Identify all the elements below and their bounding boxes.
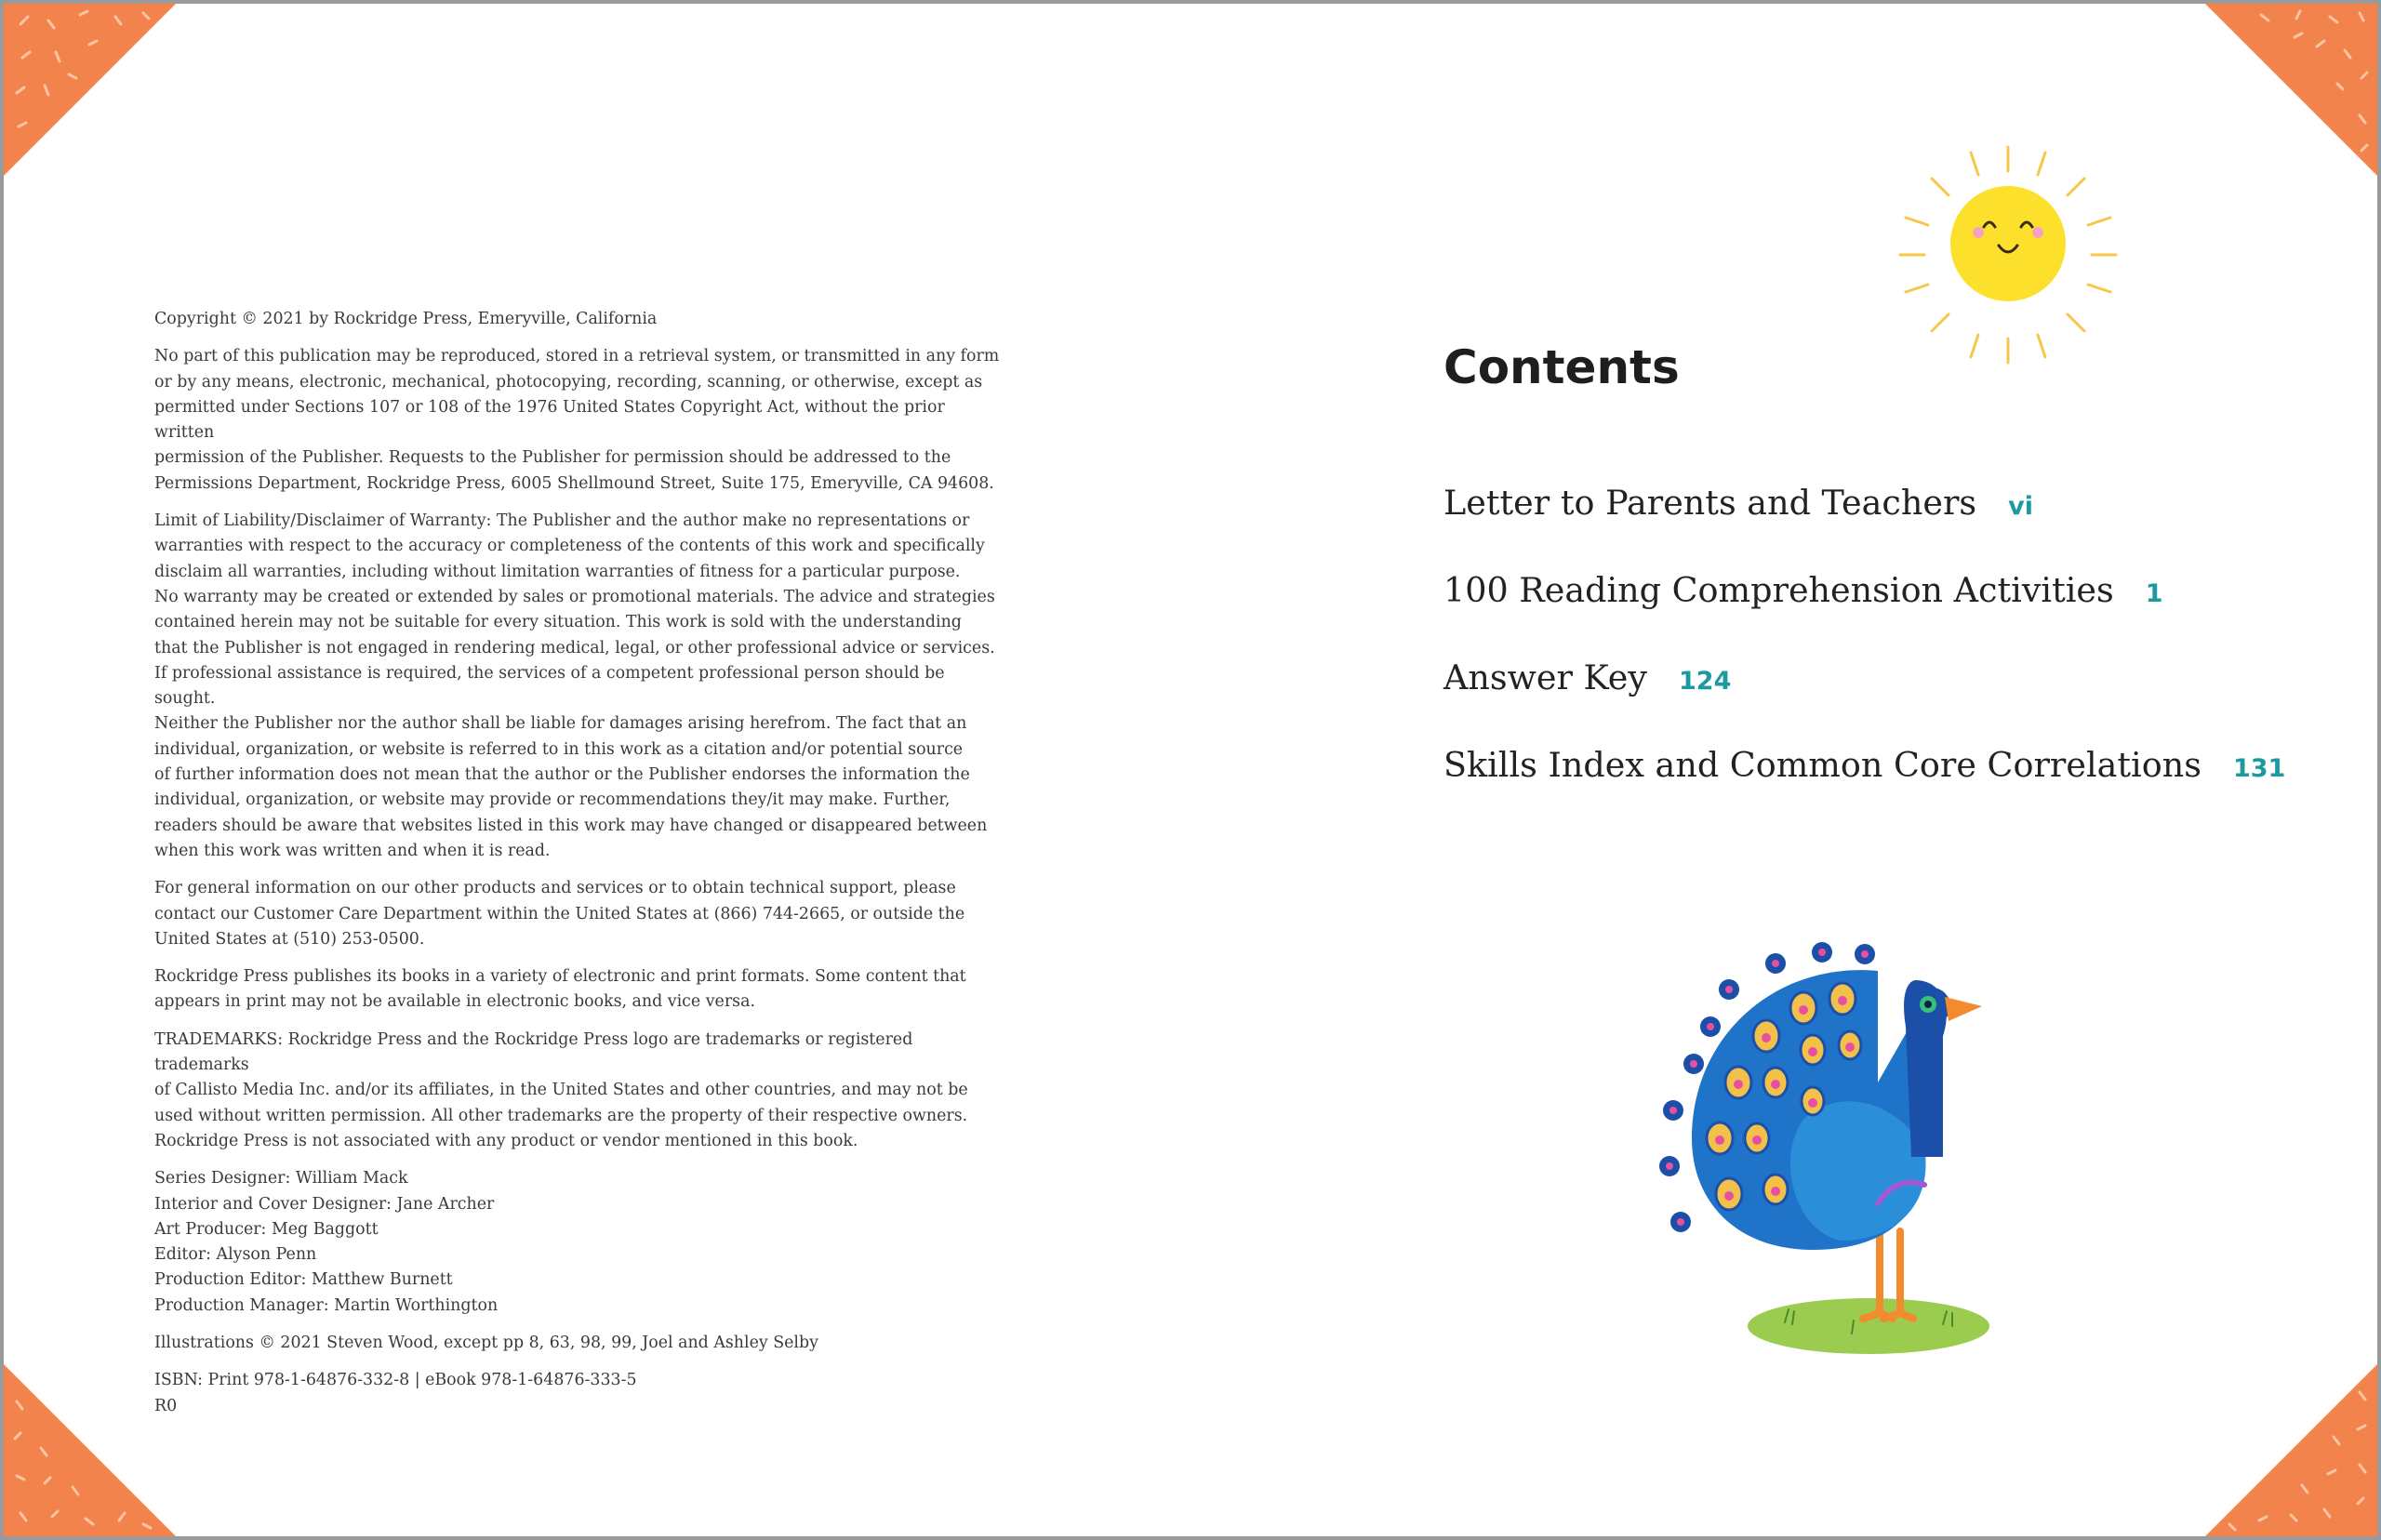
toc-entry-title: Answer Key bbox=[1443, 657, 1647, 697]
trademarks-notice: TRADEMARKS: Rockridge Press and the Rockridge Press logo are trademarks or registered trademarks of Callisto Media Inc. and/or its affiliates, in the United States and other countries, and may not be used without written permission. All other trademarks are the property of their respective owners. Rockridge Press is not associated with any product or vendor mentioned in this book. bbox=[154, 1029, 968, 1150]
copyright-line: Copyright © 2021 by Rockridge Press, Emeryville, California bbox=[154, 310, 658, 328]
toc-entry-page: 131 bbox=[2232, 754, 2286, 783]
illustrations-credit: Illustrations © 2021 Steven Wood, except pp 8, 63, 98, 99, Joel and Ashley Selby bbox=[154, 1333, 818, 1352]
isbn-line: ISBN: Print 978-1-64876-332-8 | eBook 978-1-64876-333-5 bbox=[154, 1371, 637, 1390]
toc-entry[interactable] bbox=[1443, 657, 2285, 745]
reproduction-notice: No part of this publication may be reproduced, stored in a retrieval system, or transmitted in any form or by any means, electronic, mechanical, photocopying, recording, scanning, or otherwise, except as permitted under Sections 107 or 108 of the 1976 United States Copyright Act, without the prior written permission of the Publisher. Requests to the Publisher for permission should be addressed to the Permissions Department, Rockridge Press, 6005 Shellmound Street, Suite 175, Emeryville, CA 94608. bbox=[154, 347, 1000, 493]
copyright-page-text bbox=[154, 307, 1001, 1419]
toc-entry[interactable] bbox=[1443, 570, 2285, 657]
production-credits bbox=[154, 1166, 1001, 1319]
contents-heading: Contents bbox=[1443, 340, 1680, 394]
toc-entry-title: Skills Index and Common Core Correlations bbox=[1443, 745, 2201, 785]
credit-line: Series Designer: William Mack bbox=[154, 1169, 408, 1188]
corner-decoration-bottom-right bbox=[2205, 1364, 2377, 1536]
credit-line: Art Producer: Meg Baggott bbox=[154, 1219, 379, 1239]
credit-line: Interior and Cover Designer: Jane Archer bbox=[154, 1194, 495, 1214]
customer-support-info: For general information on our other products and services or to obtain technical support, please contact our Customer Care Department within the United States at (866) 744-2665, or outside the United States at (510) 253-0500. bbox=[154, 879, 965, 949]
peacock-illustration bbox=[1636, 924, 2064, 1371]
toc-entry[interactable] bbox=[1443, 483, 2285, 570]
credit-line: Production Manager: Martin Worthington bbox=[154, 1295, 499, 1315]
toc-entry[interactable] bbox=[1443, 745, 2285, 832]
smiling-sun-illustration bbox=[1887, 134, 2129, 376]
toc-entry-title: 100 Reading Comprehension Activities bbox=[1443, 570, 2114, 610]
toc-entry-page: 1 bbox=[2145, 579, 2163, 608]
credit-line: Editor: Alyson Penn bbox=[154, 1245, 317, 1265]
edition-code: R0 bbox=[154, 1396, 178, 1415]
toc-entry-page: 124 bbox=[1679, 667, 1732, 696]
corner-decoration-top-left bbox=[4, 4, 176, 176]
formats-notice: Rockridge Press publishes its books in a variety of electronic and print formats. Some content that appears in print may not be available in electronic books, and vice versa. bbox=[154, 967, 966, 1012]
toc-entry-title: Letter to Parents and Teachers bbox=[1443, 483, 1977, 523]
corner-decoration-top-right bbox=[2205, 4, 2377, 176]
table-of-contents bbox=[1443, 483, 2285, 832]
liability-disclaimer: Limit of Liability/Disclaimer of Warranty: The Publisher and the author make no representations or warranties with respect to the accuracy or completeness of the contents of this work and specifically disclaim all warranties, including without limitation warranties of fitness for a particular purpose. No warranty may be created or extended by sales or promotional materials. The advice and strategies contained herein may not be suitable for every situation. This work is sold with the understanding that the Publisher is not engaged in rendering medical, legal, or other professional advice or services. If professional assistance is required, the services of a competent professional person should be sought. Neither the Publisher nor the author shall be liable for damages arising herefrom. The fact that an individual, organization, or website is referred to in this work as a citation and/or potential source of further information does not mean that the author or the Publisher endorses the information the individual, organization, or website may provide or recommendations they/it may make. Further, readers should be aware that websites listed in this work may have changed or disappeared between when this work was written and when it is read. bbox=[154, 511, 995, 860]
book-spread bbox=[4, 4, 2377, 1536]
corner-decoration-bottom-left bbox=[4, 1364, 176, 1536]
toc-entry-page: vi bbox=[2008, 492, 2034, 521]
credit-line: Production Editor: Matthew Burnett bbox=[154, 1270, 453, 1290]
